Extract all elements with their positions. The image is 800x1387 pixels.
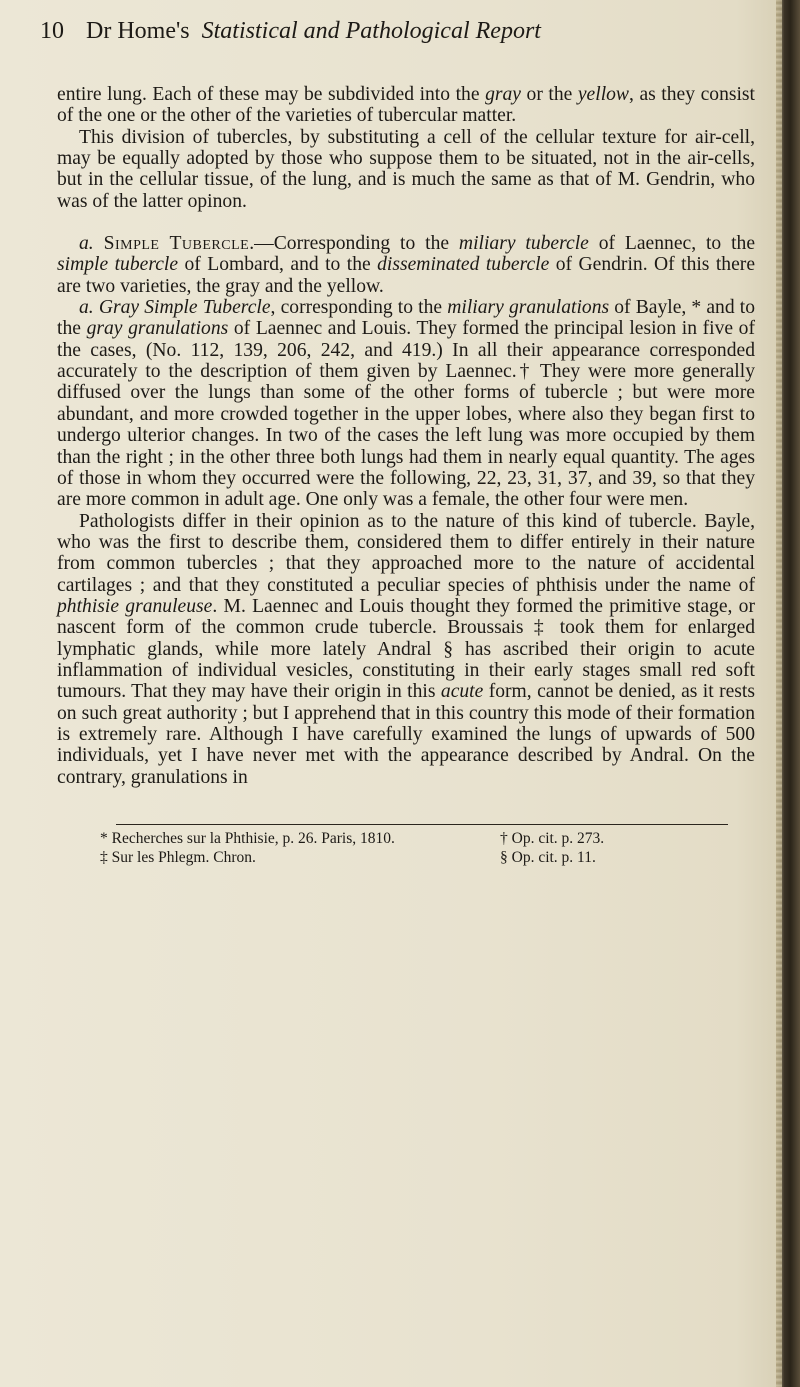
paragraph-text: of Laennec, to the — [588, 233, 756, 255]
emphasis-gray: gray — [485, 84, 521, 105]
paragraph-simple-tubercle — [57, 233, 755, 297]
emphasis-disseminated-tubercle: disseminated tubercle — [377, 254, 550, 276]
emphasis-phthisie-granuleuse: phthisie granuleuse — [57, 595, 213, 617]
paragraph-gray-simple-tubercle — [57, 297, 755, 510]
footnote-op-cit-273: † Op. cit. p. 273. — [500, 830, 605, 847]
footnote-op-cit-11: § Op. cit. p. 11. — [500, 849, 596, 866]
paragraph-text: of Gendrin. Of this there are two varieties, the gray and the yellow. — [57, 254, 756, 297]
page-edge-binding — [776, 0, 800, 1387]
footnote-recherches: * Recherches sur la Phthisie, p. 26. Paris, 1810. — [100, 830, 395, 847]
running-head — [40, 14, 740, 48]
page-number: 10 — [40, 18, 64, 44]
paragraph-text: , as they consist of the one or the other of the varieties of tubercular matter. — [57, 84, 756, 127]
running-head-author: Dr Home's — [86, 18, 190, 44]
paragraph-text: .—Corresponding to the — [249, 233, 459, 255]
paragraph-text: of Lombard, and to the — [178, 254, 378, 276]
footnote-row — [100, 829, 740, 848]
subsection-marker: a. — [79, 297, 94, 319]
paragraph-text: of Laennec and Louis. They formed the principal lesion in five of the cases, (No. 112, 139, 206, 242, and 419.) In all their appearance corresponded accurately to the description of them given by Laennec.† They were more generally diffused over the lungs than some of the other forms of tubercle ; but were more abundant, and more crowded together in the upper lobes, where also they began first to undergo ulterior changes. In two of the cases the left lung was more occupied by them than the right ; in the other three both lungs had them in nearly equal quantity. The ages of those in whom they occurred were the following, 22, 23, 31, 37, and 39, so that they are more common in adult age. One only was a female, the other four were men. — [57, 318, 755, 511]
footnote-row — [100, 848, 740, 867]
footnote-phlegm-chron: ‡ Sur les Phlegm. Chron. — [100, 849, 256, 866]
paragraph-text: of Bayle, * and to the — [57, 297, 756, 340]
footnote-divider — [116, 824, 728, 825]
paragraph-2: This division of tubercles, by substituting a cell of the cellular texture for air-cell, may be equally adopted by those who suppose them to be situated, not in the air-cells, but in the cellular tissue, of the lung, and is much the same as that of M. Gendrin, who was of the latter opinon. — [57, 126, 755, 212]
paragraph-text: Pathologists differ in their opinion as to the nature of this kind of tubercle. Bayle, who was the first to describe them, considered them to differ entirely in their nature from common tubercles ; that they approached more to the nature of accidental cartilages ; and that they constituted a peculiar species of phthisis under the name of — [57, 510, 755, 596]
section-marker: a. — [79, 233, 94, 255]
running-head-title: Statistical and Pathological Report — [201, 18, 541, 44]
emphasis-simple-tubercle: simple tubercle — [57, 254, 179, 276]
body-text — [57, 84, 755, 788]
paragraph-text: form, cannot be denied, as it rests on such great authority ; but I apprehend that in this country this mode of their formation is extremely rare. Although I have carefully examined the lungs of upwards of 500 individuals, yet I have never met with the appearance described by Andral. On the contrary, granulations in — [57, 681, 755, 788]
footnotes — [100, 829, 740, 867]
paragraph-1 — [57, 84, 755, 127]
subsection-heading: Gray Simple Tubercle — [98, 297, 271, 319]
emphasis-gray-granulations: gray granulations — [86, 318, 229, 340]
emphasis-yellow: yellow — [577, 84, 630, 105]
paragraph-text: entire lung. Each of these may be subdivided into the — [57, 84, 486, 105]
emphasis-miliary-tubercle: miliary tubercle — [458, 233, 589, 255]
paragraph-pathologists — [57, 511, 755, 788]
section-heading: Simple Tubercle — [103, 233, 250, 255]
emphasis-miliary-granulations: miliary granulations — [447, 297, 610, 319]
paragraph-text: . M. Laennec and Louis thought they formed the primitive stage, or nascent form of the common crude tubercle. Broussais ‡ took them for enlarged lymphatic glands, while more lately Andral § has ascribed their origin to acute inflammation of individual vesicles, constituting in their early stages small red soft tumours. That they may have their origin in this — [57, 595, 756, 703]
emphasis-acute: acute — [440, 681, 484, 703]
paragraph-text: or the — [520, 84, 578, 105]
paragraph-text: , corresponding to the — [270, 297, 448, 319]
